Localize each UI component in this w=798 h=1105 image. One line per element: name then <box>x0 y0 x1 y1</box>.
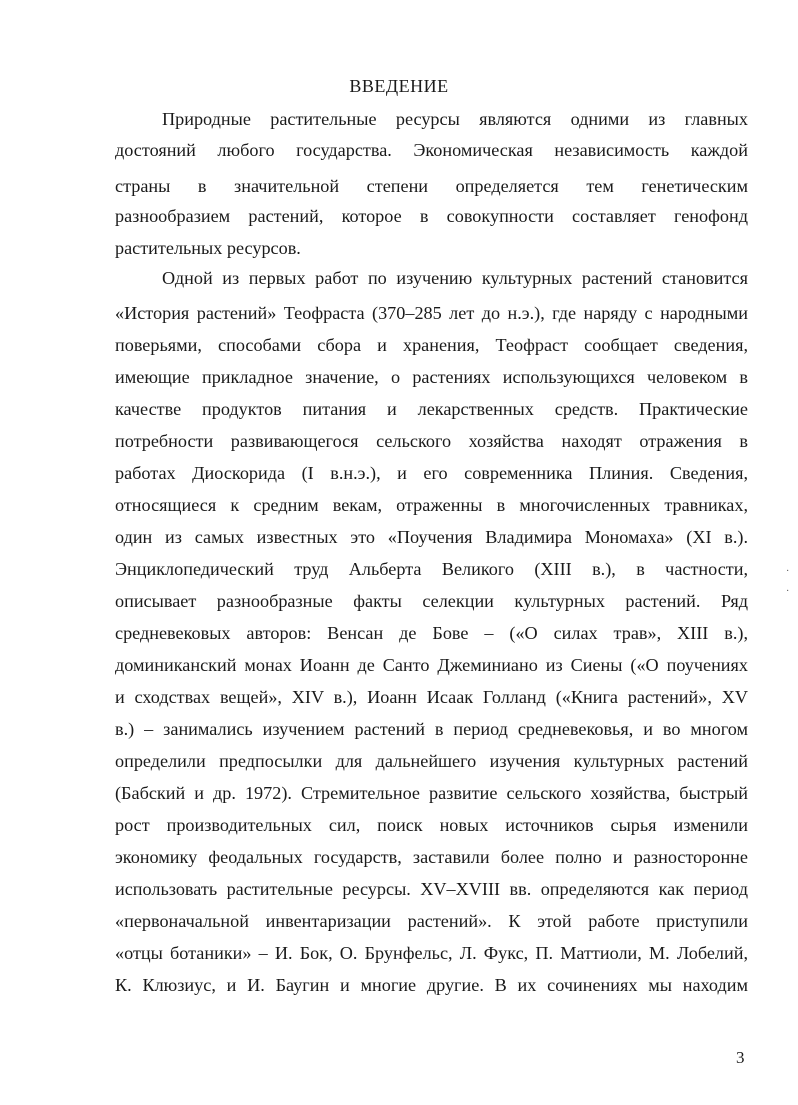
text-line: в.) – занимались изучением растений в период средневековья, и во многом <box>115 719 748 739</box>
text-line: работах Диоскорида (I в.н.э.), и его современника Плиния. Сведения, <box>115 463 748 483</box>
text-line: один из самых известных это «Поучения Владимира Мономаха» (XI в.). <box>115 527 748 547</box>
text-line: и сходствах вещей», XIV в.), Иоанн Исаак Голланд («Книга растений», XV <box>115 687 748 707</box>
text-line: Природные растительные ресурсы являются одними из главных <box>162 109 748 129</box>
text-line: Одной из первых работ по изучению культурных растений становится <box>162 268 748 288</box>
text-line: К. Клюзиус, и И. Баугин и многие другие. В их сочинениях мы находим <box>115 975 748 995</box>
text-line: доминиканский монах Иоанн де Санто Джеминиано из Сиены («О поучениях <box>115 655 748 675</box>
text-line: экономику феодальных государств, заставили более полно и разносторонне <box>115 847 748 867</box>
text-line: поверьями, способами сбора и хранения, Теофраст сообщает сведения, <box>115 335 748 355</box>
text-line: разнообразием растений, которое в совокупности составляет генофонд <box>115 206 748 226</box>
text-line: (Бабский и др. 1972). Стремительное развитие сельского хозяйства, быстрый <box>115 783 748 803</box>
text-line: качестве продуктов питания и лекарственных средств. Практические <box>115 399 748 419</box>
edge-mark: · <box>786 566 790 577</box>
text-line: «История растений» Теофраста (370–285 лет до н.э.), где наряду с народными <box>115 303 748 323</box>
text-line: относящиеся к средним векам, отраженны в многочисленных травниках, <box>115 495 748 515</box>
page-title: ВВЕДЕНИЕ <box>349 76 449 96</box>
text-line: «отцы ботаники» – И. Бок, О. Брунфельс, Л. Фукс, П. Маттиоли, М. Лобелий, <box>115 943 748 963</box>
text-line: использовать растительные ресурсы. XV–XVIII вв. определяются как период <box>115 879 748 899</box>
text-line: потребности развивающегося сельского хозяйства находят отражения в <box>115 431 748 451</box>
text-line: растительных ресурсов. <box>115 238 301 258</box>
page-number: 3 <box>736 1048 745 1067</box>
text-line: «первоначальной инвентаризации растений». К этой работе приступили <box>115 911 748 931</box>
text-line: страны в значительной степени определяется тем генетическим <box>115 176 748 196</box>
text-line: средневековых авторов: Венсан де Бове – («О силах трав», XIII в.), <box>115 623 748 643</box>
text-line: рост производительных сил, поиск новых источников сырья изменили <box>115 815 748 835</box>
text-line: Энциклопедический труд Альберта Великого (XIII в.), в частности, <box>115 559 748 579</box>
text-line: имеющие прикладное значение, о растениях использующихся человеком в <box>115 367 748 387</box>
edge-mark: · <box>786 586 790 597</box>
text-line: описывает разнообразные факты селекции культурных растений. Ряд <box>115 591 748 611</box>
text-line: достояний любого государства. Экономическая независимость каждой <box>115 140 748 160</box>
text-line: определили предпосылки для дальнейшего изучения культурных растений <box>115 751 748 771</box>
